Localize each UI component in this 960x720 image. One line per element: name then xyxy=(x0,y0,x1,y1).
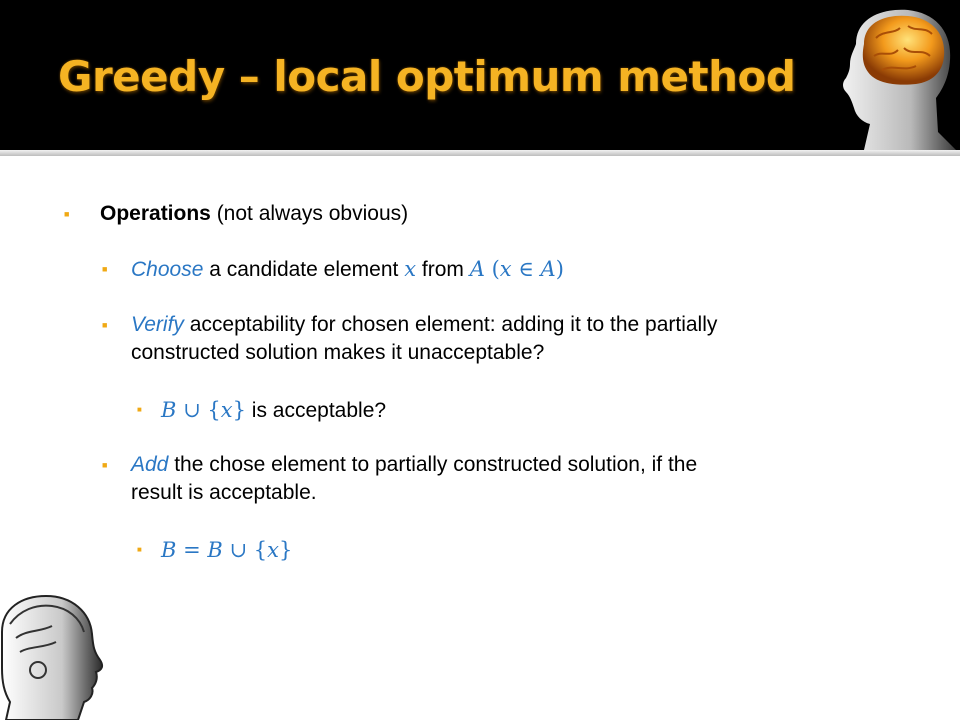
brain-head-image xyxy=(812,4,958,150)
math-A: A xyxy=(540,257,556,281)
bullet-square-icon: ■ xyxy=(137,545,142,554)
bullet-verify-sub xyxy=(161,396,386,425)
math-open-paren: ( xyxy=(484,257,500,281)
choose-text-1: a candidate element xyxy=(203,258,405,281)
title-separator xyxy=(0,150,960,156)
add-line-1 xyxy=(131,451,697,479)
verify-line-2: constructed solution makes it unacceptable? xyxy=(131,341,545,364)
verify-line-1 xyxy=(131,311,717,339)
add-keyword: Add xyxy=(131,453,169,476)
choose-text-2: from xyxy=(416,258,470,281)
math-close-brace: } xyxy=(232,398,246,422)
bullet-square-icon: ■ xyxy=(137,405,142,414)
math-B: B xyxy=(207,538,223,562)
bullet-choose xyxy=(131,255,564,284)
math-union: ∪ { xyxy=(176,398,221,422)
bullet-square-icon: ■ xyxy=(102,264,108,274)
math-x: x xyxy=(404,257,417,281)
bullet-operations xyxy=(100,200,408,228)
math-B: B xyxy=(161,398,177,422)
math-x: x xyxy=(220,398,233,422)
math-union: ∪ { xyxy=(222,538,268,562)
sketch-head-image xyxy=(0,592,112,720)
math-element-of: ∈ xyxy=(511,257,541,281)
bullet-square-icon: ■ xyxy=(102,320,108,330)
slide-title: Greedy – local optimum method xyxy=(58,52,796,101)
bullet-verify xyxy=(131,311,717,367)
math-A: A xyxy=(469,257,485,281)
math-close-brace: } xyxy=(278,538,293,562)
bullet-square-icon: ■ xyxy=(64,209,70,219)
bullet-add-sub xyxy=(161,536,292,565)
math-close-paren: ) xyxy=(555,257,564,281)
math-x: x xyxy=(499,257,512,281)
bullet-square-icon: ■ xyxy=(102,460,108,470)
verify-sub-text: is acceptable? xyxy=(245,399,387,422)
math-x: x xyxy=(267,538,279,562)
add-line-2: result is acceptable. xyxy=(131,481,317,504)
add-text-1: the chose element to partially constructed solution, if the xyxy=(168,453,698,476)
math-equals: = xyxy=(176,538,208,562)
bullet-add xyxy=(131,451,697,507)
operations-note: (not always obvious) xyxy=(210,202,409,225)
verify-keyword: Verify xyxy=(131,313,184,336)
math-B: B xyxy=(161,538,177,562)
choose-keyword: Choose xyxy=(131,258,204,281)
operations-label: Operations xyxy=(100,202,211,225)
verify-text-1: acceptability for chosen element: adding it to the partially xyxy=(183,313,718,336)
